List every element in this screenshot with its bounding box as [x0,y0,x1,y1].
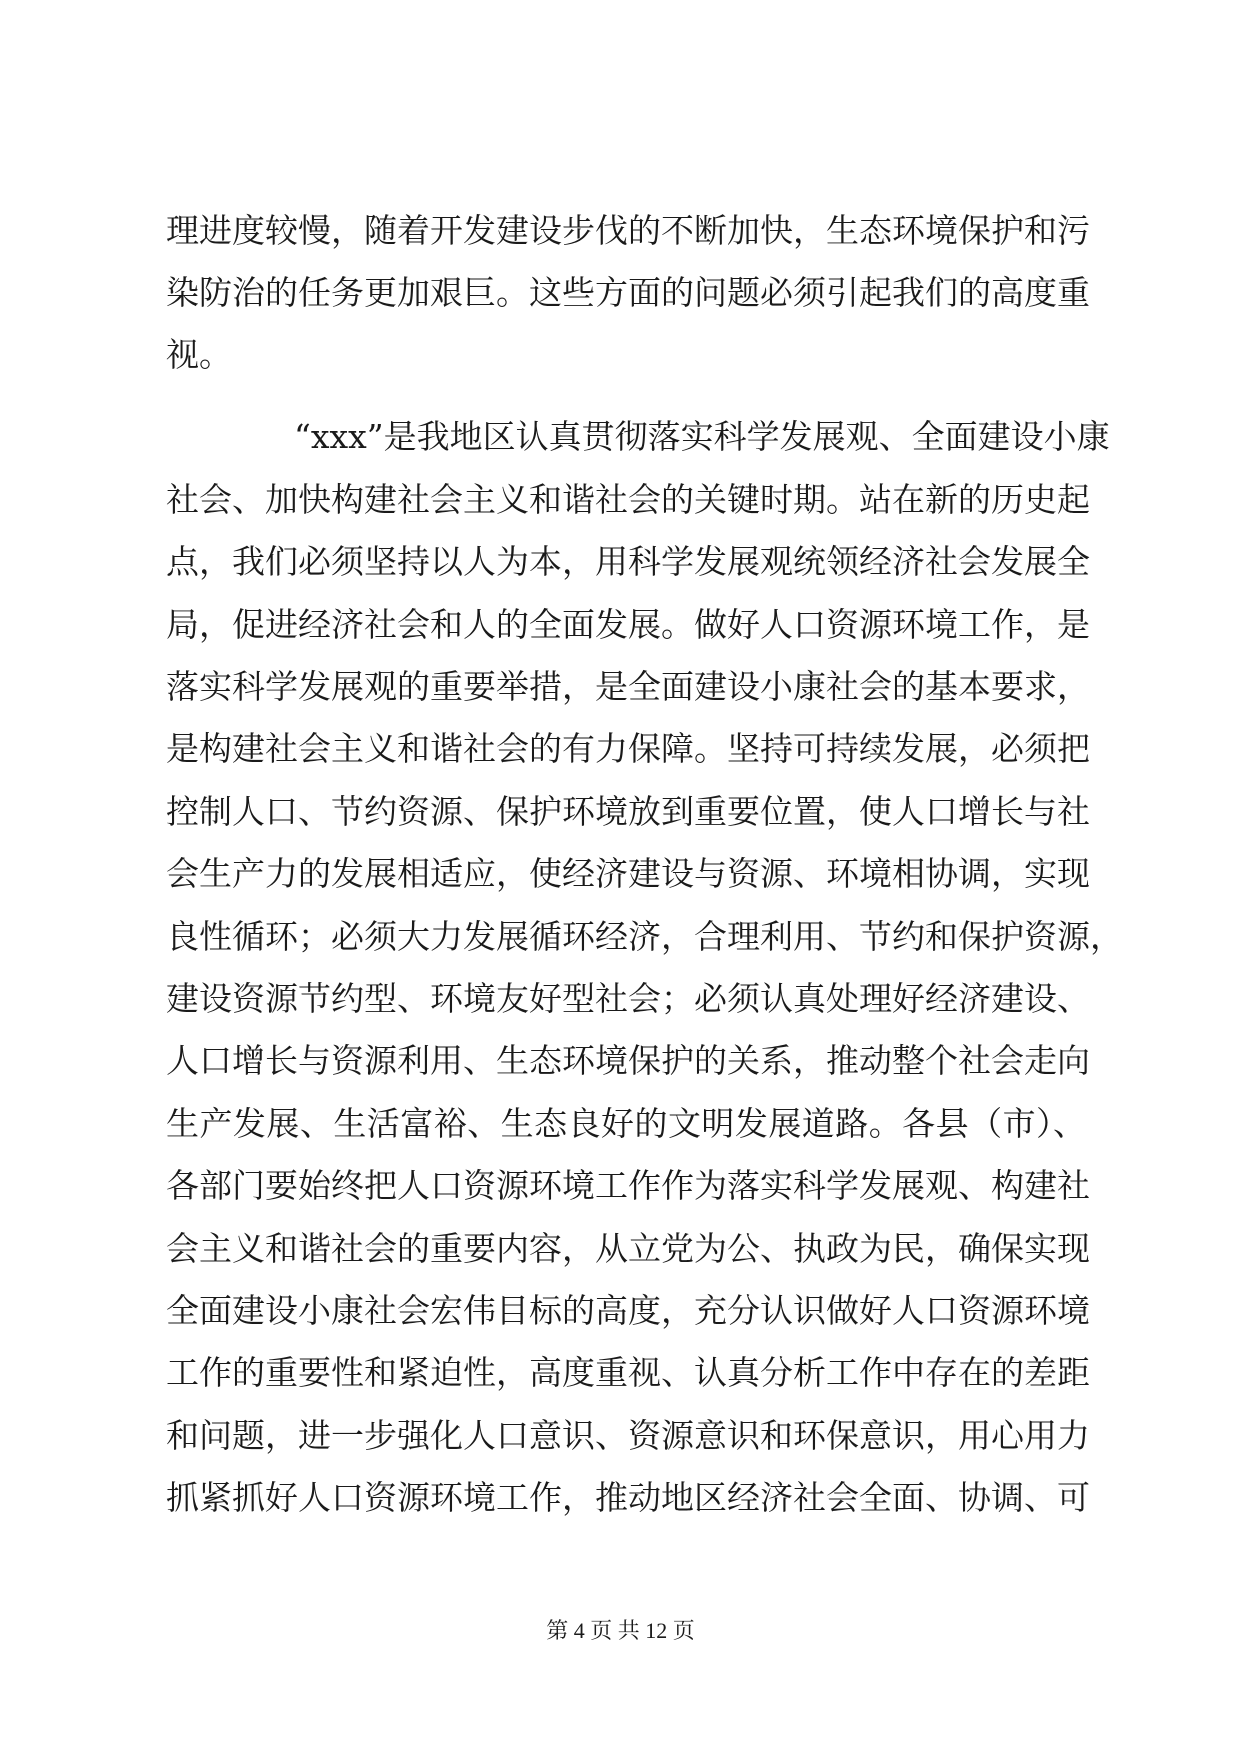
paragraph-2-line-6: 是构建社会主义和谐社会的有力保障。坚持可持续发展，必须把 [166,729,1090,768]
paragraph-2-line-18: 抓紧抓好人口资源环境工作，推动地区经济社会全面、协调、可 [166,1478,1090,1517]
paragraph-2-line-15: 全面建设小康社会宏伟目标的高度，充分认识做好人口资源环境 [166,1291,1090,1330]
paragraph-2-line-17: 和问题，进一步强化人口意识、资源意识和环保意识，用心用力 [166,1416,1090,1455]
paragraph-2-line-2: 社会、加快构建社会主义和谐社会的关键时期。站在新的历史起 [166,480,1090,519]
paragraph-2-line-4: 局，促进经济社会和人的全面发展。做好人口资源环境工作，是 [166,605,1090,644]
paragraph-2-line-8: 会生产力的发展相适应，使经济建设与资源、环境相协调，实现 [166,854,1090,893]
paragraph-2-line-13: 各部门要始终把人口资源环境工作作为落实科学发展观、构建社 [166,1166,1090,1205]
paragraph-2-line-10: 建设资源节约型、环境友好型社会；必须认真处理好经济建设、 [166,979,1090,1018]
page-footer: 第 4 页 共 12 页 [546,1618,695,1643]
paragraph-1-line-1: 理进度较慢，随着开发建设步伐的不断加快，生态环境保护和污 [166,211,1090,250]
paragraph-2-line-14: 会主义和谐社会的重要内容，从立党为公、执政为民，确保实现 [166,1229,1090,1268]
paragraph-1-line-2: 染防治的任务更加艰巨。这些方面的问题必须引起我们的高度重 [166,273,1090,312]
paragraph-1-line-3: 视。 [166,335,232,374]
paragraph-2-line-7: 控制人口、节约资源、保护环境放到重要位置，使人口增长与社 [166,792,1090,831]
paragraph-2-line-11: 人口增长与资源利用、生态环境保护的关系，推动整个社会走向 [166,1041,1090,1080]
paragraph-2-line-1: “xxx”是我地区认真贯彻落实科学发展观、全面建设小康 [294,417,1110,456]
paragraph-2-line-5: 落实科学发展观的重要举措，是全面建设小康社会的基本要求， [166,667,1090,706]
paragraph-2-line-16: 工作的重要性和紧迫性，高度重视、认真分析工作中存在的差距 [166,1353,1090,1392]
paragraph-2-line-3: 点，我们必须坚持以人为本，用科学发展观统领经济社会发展全 [166,542,1090,581]
paragraph-2-line-9: 良性循环；必须大力发展循环经济，合理利用、节约和保护资源， [166,917,1123,956]
paragraph-2-line-12: 生产发展、生活富裕、生态良好的文明发展道路。各县（市）、 [166,1104,1086,1143]
